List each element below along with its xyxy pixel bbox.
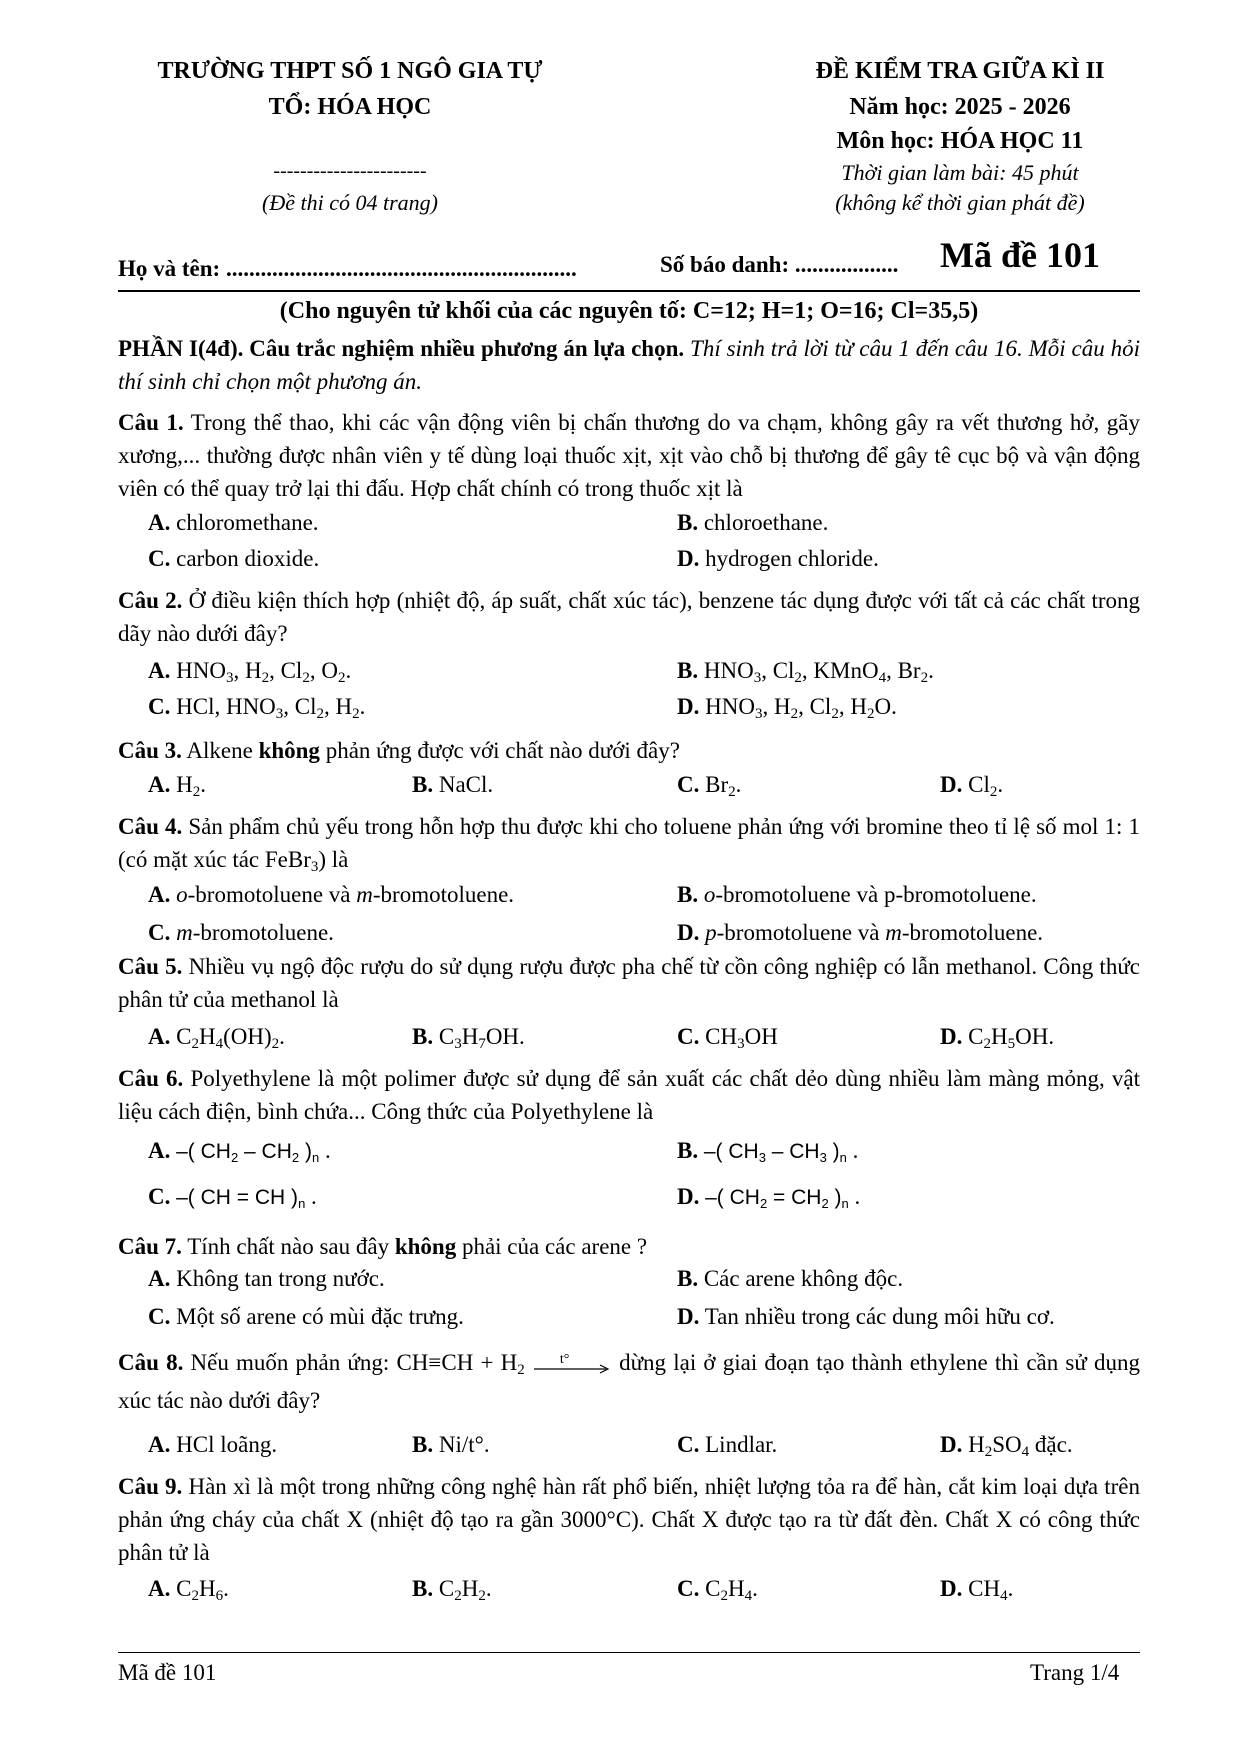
q8-option-b[interactable]: B. Ni/t°.	[412, 1432, 490, 1457]
q2-option-c[interactable]: C. HCl, $HNO_3$, $Cl_2$, $H_2$.	[148, 694, 366, 722]
q1-option-d[interactable]: D. hydrogen chloride.	[677, 546, 879, 571]
q3-option-d[interactable]: D. $Cl_2$.	[940, 772, 1004, 800]
exam-code: Mã đề 101	[940, 235, 1100, 275]
q1-text: Trong thể thao, khi các vận động viên bị chấn thương do va chạm, không gây ra vết thương hở, gãy xương,... thường được nhân viên y tế dùng loại thuốc xịt, xịt vào chỗ bị thương để gây tê cục bộ và vận động viên có thể quay trở lại thi đấu. Hợp chất chính có trong thuốc xịt là	[118, 410, 1140, 501]
q9-option-d[interactable]: D. $CH_4$.	[940, 1576, 1014, 1604]
q3-option-c[interactable]: C. $Br_2$.	[677, 772, 742, 800]
q2-option-a[interactable]: A. $HNO_3$, $H_2$, $Cl_2$, $O_2$.	[148, 658, 352, 686]
subject: Môn học: HÓA HỌC 11	[836, 128, 1084, 154]
q5-option-a[interactable]: A. $C_2H_4(OH)_2$.	[148, 1024, 285, 1052]
q9-option-c[interactable]: C. $C_2H_4$.	[677, 1576, 758, 1604]
q5-option-b[interactable]: B. $C_3H_7OH$.	[412, 1024, 525, 1052]
question-6: Câu 6. Polyethylene là một polimer được sử dụng để sản xuất các chất dẻo dùng nhiều làm màng mỏng, vật liệu cách điện, bình chứa... Công thức của Polyethylene là	[118, 1066, 1140, 1124]
exam-title: ĐỀ KIỂM TRA GIỮA KÌ II	[815, 58, 1105, 84]
q4-option-b[interactable]: B. o-bromotoluene và p-bromotoluene.	[677, 882, 1037, 907]
q6-option-c[interactable]: C. –( CH = CH )$_n$ .	[148, 1184, 317, 1211]
q2-text: Ở điều kiện thích hợp (nhiệt độ, áp suất, chất xúc tác), benzene tác dụng được với tất cả các chất trong dãy nào dưới đây?	[118, 588, 1141, 646]
q1-option-b[interactable]: B. chloroethane.	[677, 510, 829, 535]
q1-option-c[interactable]: C. carbon dioxide.	[148, 546, 320, 571]
footer-rule	[118, 1652, 1140, 1653]
q4-option-d[interactable]: D. p-bromotoluene và m-bromotoluene.	[677, 920, 1044, 945]
duration-note: (không kể thời gian phát đề)	[835, 190, 1085, 215]
q1-option-a[interactable]: A. chloromethane.	[148, 510, 319, 535]
q6-option-b[interactable]: B. –( $CH_3 - CH_3$ )$_n$ .	[677, 1138, 859, 1165]
pages-note: (Đề thi có 04 trang)	[262, 190, 438, 215]
student-id-field: Số báo danh: ..................	[660, 252, 899, 277]
q2-label: Câu 2.	[118, 588, 183, 613]
question-4: Câu 4. Sản phẩm chủ yếu trong hỗn hợp thu được khi cho toluene phản ứng với bromine theo tỉ lệ số mol 1: 1 (có mặt xúc tác FeBr$_3$) là	[118, 814, 1140, 875]
student-name-field: Họ và tên: .............................................................	[118, 256, 577, 281]
footer-code: Mã đề 101	[118, 1660, 217, 1685]
school-name: TRƯỜNG THPT SỐ 1 NGÔ GIA TỰ	[157, 58, 543, 84]
q8-option-d[interactable]: D. $H_2SO_4$ đặc.	[940, 1432, 1073, 1460]
q5-option-c[interactable]: C. $CH_3OH$	[677, 1024, 778, 1052]
question-2	[118, 584, 1140, 650]
question-8: Câu 8. Nếu muốn phản ứng: $CH\equiv CH + H_2$ t° dừng lại ở giai đoạn tạo thành ethylene thì cần sử dụng xúc tác nào dưới đây?	[118, 1350, 1140, 1413]
q6-option-d[interactable]: D. –( $CH_2 = CH_2$ )$_n$ .	[677, 1184, 861, 1211]
q7-option-a[interactable]: A. Không tan trong nước.	[148, 1266, 385, 1291]
question-5: Câu 5. Nhiều vụ ngộ độc rượu do sử dụng rượu được pha chế từ cồn công nghiệp có lẫn methanol. Công thức phân tử của methanol là	[118, 954, 1140, 1012]
q9-option-a[interactable]: A. $C_2H_6$.	[148, 1576, 229, 1604]
question-9: Câu 9. Hàn xì là một trong những công nghệ hàn rất phổ biến, nhiệt lượng tỏa ra để hàn, cắt kim loại dựa trên phản ứng cháy của chất X (nhiệt độ tạo ra gần 3000°C). Chất X được tạo ra từ đất đèn. Chất X có công thức phân tử là	[118, 1474, 1140, 1565]
department: TỔ: HÓA HỌC	[268, 94, 432, 120]
q2-option-b[interactable]: B. $HNO_3$, $Cl_2$, KMnO$_4$, $Br_2$.	[677, 658, 934, 686]
header-rule	[118, 290, 1140, 292]
header-divider: -----------------------	[273, 160, 427, 182]
arrow-icon	[532, 1357, 612, 1377]
question-7: Câu 7. Tính chất nào sau đây không phải của các arene ?	[118, 1234, 648, 1259]
q1-label: Câu 1.	[118, 410, 184, 435]
q2-option-d[interactable]: D. $HNO_3$, $H_2$, $Cl_2$, $H_2O$.	[677, 694, 897, 722]
q4-option-a[interactable]: A. o-bromotoluene và m-bromotoluene.	[148, 882, 515, 907]
q5-option-d[interactable]: D. $C_2H_5OH$.	[940, 1024, 1055, 1052]
q6-option-a[interactable]: A. –( $CH_2 - CH_2$ )$_n$ .	[148, 1138, 331, 1165]
q3-option-b[interactable]: B. NaCl.	[412, 772, 494, 797]
q7-option-d[interactable]: D. Tan nhiều trong các dung môi hữu cơ.	[677, 1304, 1055, 1329]
part1-heading	[118, 332, 1140, 398]
footer-page: Trang 1/4	[1030, 1660, 1120, 1685]
q7-option-c[interactable]: C. Một số arene có mùi đặc trưng.	[148, 1304, 464, 1329]
school-year: Năm học: 2025 - 2026	[849, 94, 1071, 120]
q8-option-c[interactable]: C. Lindlar.	[677, 1432, 778, 1457]
q4-option-c[interactable]: C. m-bromotoluene.	[148, 920, 334, 945]
part1-instruction: Thí sinh trả lời từ câu 1 đến câu 16. Mỗi câu hỏi thí sinh chỉ chọn một phương án.	[118, 336, 1140, 394]
q7-option-b[interactable]: B. Các arene không độc.	[677, 1266, 904, 1291]
q8-option-a[interactable]: A. HCl loãng.	[148, 1432, 278, 1457]
q3-option-a[interactable]: A. $H_2$.	[148, 772, 206, 800]
atomic-masses: (Cho nguyên tử khối của các nguyên tố: C=12; H=1; O=16; Cl=35,5)	[279, 298, 979, 324]
q9-option-b[interactable]: B. $C_2H_2$.	[412, 1576, 492, 1604]
question-3: Câu 3. Alkene không phản ứng được với chất nào dưới đây?	[118, 738, 680, 763]
reaction-arrow: t°	[532, 1355, 612, 1375]
part1-title: PHẦN I(4đ). Câu trắc nghiệm nhiều phương án lựa chọn.	[118, 336, 685, 361]
question-1	[118, 406, 1140, 505]
duration: Thời gian làm bài: 45 phút	[841, 160, 1079, 185]
